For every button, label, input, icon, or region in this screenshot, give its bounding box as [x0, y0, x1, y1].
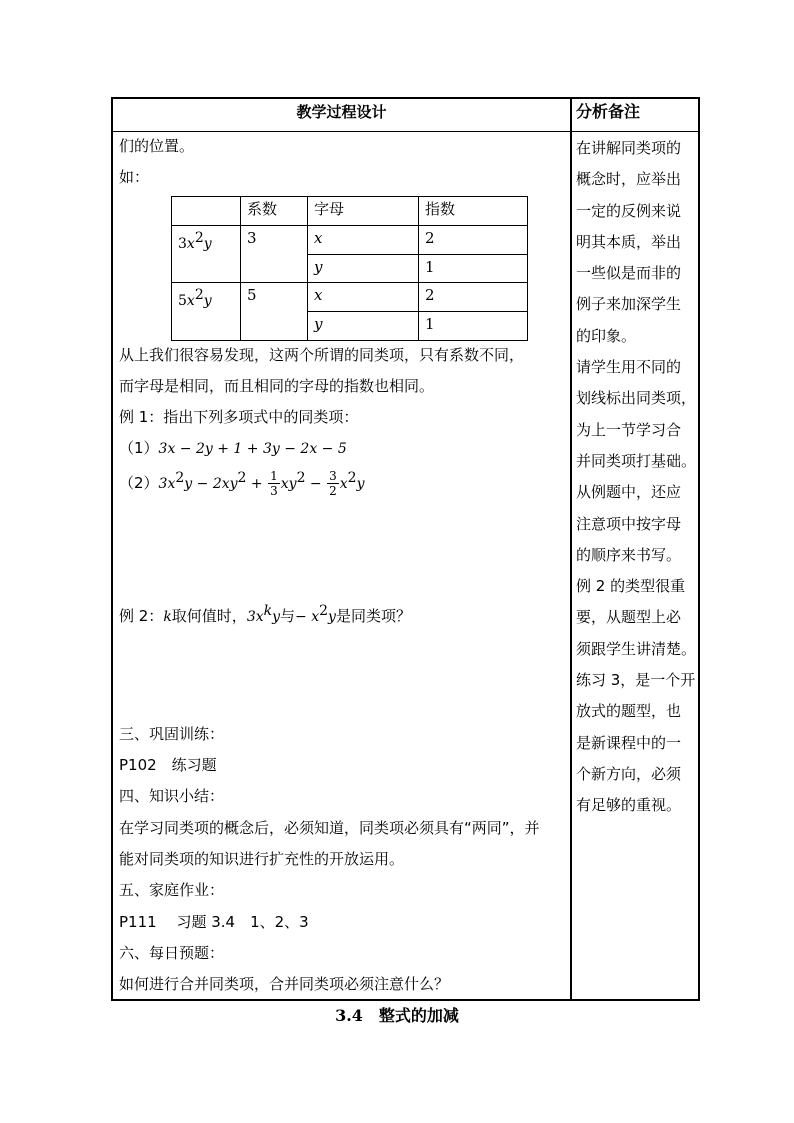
section-4-title: 四、知识小结：: [119, 787, 225, 805]
analysis-notes: [576, 133, 700, 822]
text-line: 们的位置。: [119, 137, 195, 155]
section-4-line-2: 能对同类项的知识进行扩充性的开放运用。: [119, 850, 405, 868]
note-line: 放式的题型，也: [576, 702, 682, 721]
text-line: 如：: [119, 168, 150, 186]
fraction: $\frac{1}{3}$: [270, 469, 278, 498]
lesson-table: [111, 97, 700, 1001]
example-2: 例 2：k取何值时，$3x^ky$与− $x^2y$是同类项？: [119, 603, 411, 625]
note-line: 的顺序来书写。: [576, 545, 682, 564]
letter-cell: y: [308, 254, 419, 283]
note-line: 要，从题型上必: [576, 608, 682, 627]
header-analysis-notes: 分析备注: [576, 102, 641, 121]
exp-cell: 1: [419, 254, 528, 283]
section-3-item: P102 练习题: [119, 756, 217, 774]
letter-cell: x: [308, 225, 419, 254]
letter-cell: y: [308, 312, 419, 341]
note-line: 请学生用不同的: [576, 358, 682, 377]
letter-cell: x: [308, 283, 419, 312]
example-1-item-1: （1）3x − 2y + 1 + 3y − 2x − 5: [119, 439, 347, 457]
section-5-item: P111 习题 3.4 1、2、3: [119, 913, 309, 931]
note-line: 概念时，应举出: [576, 170, 682, 189]
note-line: 的印象。: [576, 326, 637, 345]
exp-cell: 2: [419, 225, 528, 254]
exp-cell: 1: [419, 312, 528, 341]
note-line: 练习 3，是一个开: [576, 671, 696, 690]
text-line: 从上我们很容易发现，这两个所谓的同类项，只有系数不同，: [119, 346, 525, 364]
section-caption: 3.4 整式的加减: [335, 1006, 459, 1025]
section-6-item: 如何进行合并同类项，合并同类项必须注意什么？: [119, 975, 450, 993]
table-cell: 字母: [308, 197, 419, 226]
table-cell: 系数: [241, 197, 308, 226]
section-3-title: 三、巩固训练：: [119, 725, 225, 743]
section-5-title: 五、家庭作业：: [119, 881, 225, 899]
note-line: 是新课程中的一: [576, 733, 682, 752]
column-divider: [570, 99, 572, 999]
note-line: 例 2 的类型很重: [576, 577, 686, 596]
term-cell: $5x^2y$: [172, 283, 241, 341]
comparison-table: [171, 196, 528, 341]
note-line: 一定的反例来说: [576, 201, 682, 220]
table-cell: [172, 197, 241, 226]
example-1-item-2: $(2)3x^2y - 2xy^2$ + $\frac{1}{3}$ $xy^2$ − $\frac{3}{2}$ $x^2y$: [119, 469, 365, 498]
section-6-title: 六、每日预题：: [119, 944, 225, 962]
note-line: 为上一节学习合: [576, 420, 682, 439]
exp-cell: 2: [419, 283, 528, 312]
note-line: 明其本质，举出: [576, 232, 682, 251]
note-line: 从例题中，还应: [576, 483, 682, 502]
coef-cell: 5: [241, 283, 308, 341]
note-line: 须跟学生讲清楚。: [576, 639, 697, 658]
note-line: 划线标出同类项，: [576, 389, 697, 408]
note-line: 一些似是而非的: [576, 264, 682, 283]
note-line: 个新方向，必须: [576, 764, 682, 783]
text-line: 而字母是相同，而且相同的字母的指数也相同。: [119, 377, 435, 395]
fraction: $\frac{3}{2}$: [329, 469, 337, 498]
table-cell: 指数: [419, 197, 528, 226]
note-line: 注意项中按字母: [576, 514, 682, 533]
note-line: 例子来加深学生: [576, 295, 682, 314]
note-line: 在讲解同类项的: [576, 139, 682, 157]
coef-cell: 3: [241, 225, 308, 283]
term-cell: $3x^2y$: [172, 225, 241, 283]
example-1-title: 例 1：指出下列多项式中的同类项：: [119, 408, 359, 426]
header-teaching-process: 教学过程设计: [296, 103, 387, 121]
note-line: 并同类项打基础。: [576, 451, 697, 470]
header-rule: [113, 131, 698, 132]
section-4-line-1: 在学习同类项的概念后，必须知道，同类项必须具有“两同”，并: [119, 819, 540, 837]
note-line: 有足够的重视。: [576, 796, 682, 815]
